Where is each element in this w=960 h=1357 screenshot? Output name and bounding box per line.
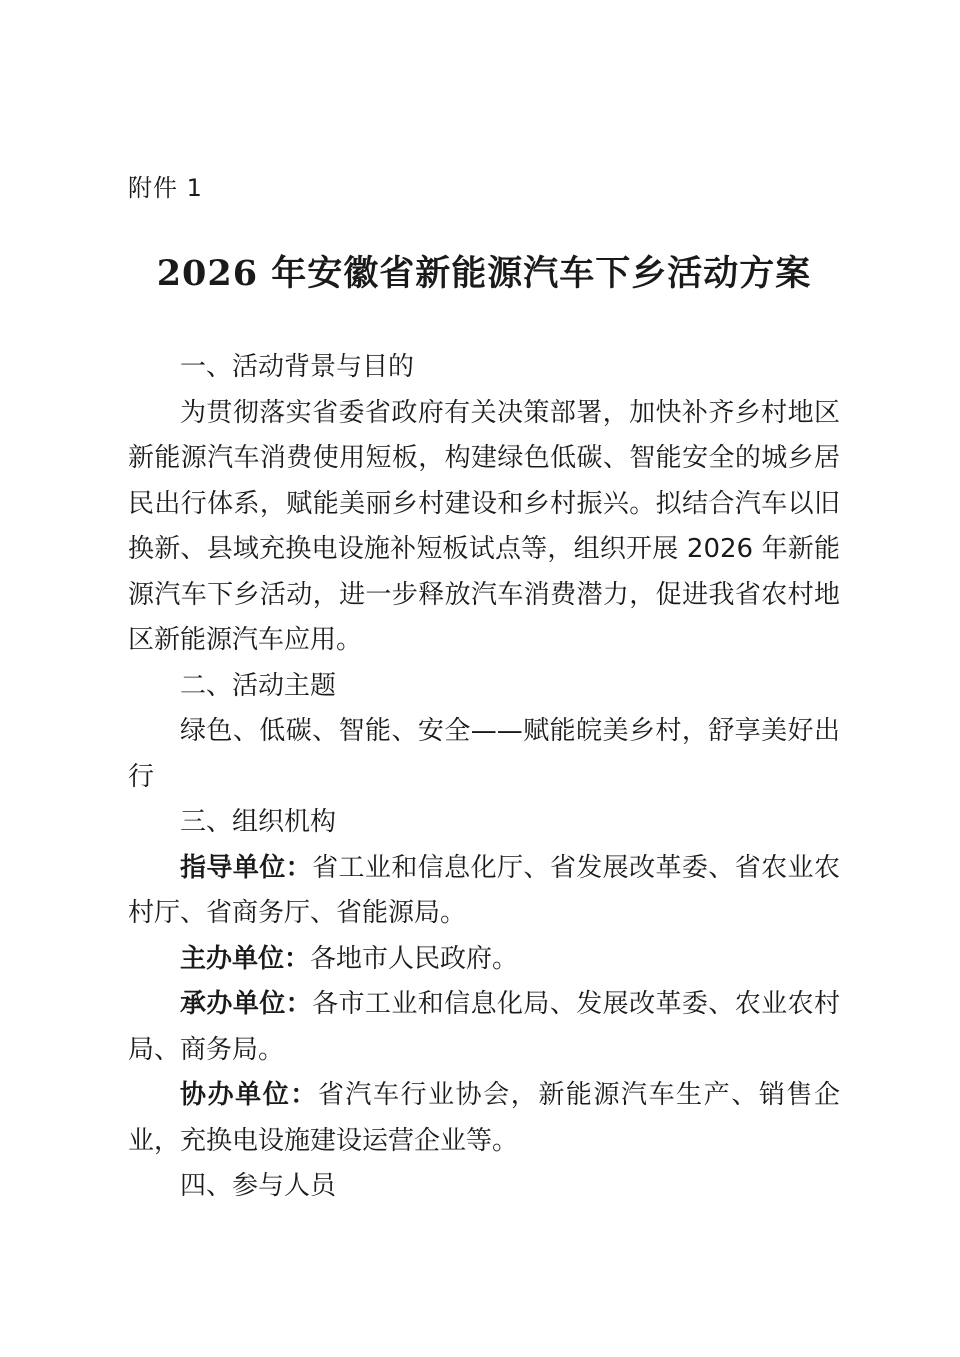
co-organizer-unit-label: 协办单位： (180, 1080, 318, 1110)
guide-unit-text: 省工业和信息化厅、省发展改革委、省农业农村厅、省商务厅、省能源局。 (128, 852, 840, 928)
organizer-unit-label: 承办单位： (180, 989, 313, 1019)
guide-unit-label: 指导单位： (180, 852, 313, 883)
paragraph-guide-unit (128, 846, 840, 937)
paragraph-host-unit (128, 937, 840, 983)
section-heading-organization: 三、组织机构 (180, 807, 337, 837)
section-heading-theme: 二、活动主题 (180, 670, 337, 701)
host-unit-label: 主办单位： (180, 943, 311, 974)
section-heading-participants: 四、参与人员 (180, 1171, 337, 1201)
document-title: 2026 年安徽省新能源汽车下乡活动方案 (156, 253, 812, 294)
organizer-unit-text: 各市工业和信息化局、发展改革委、农业农村局、商务局。 (128, 989, 840, 1065)
paragraph-background: 为贯彻落实省委省政府有关决策部署，加快补齐乡村地区新能源汽车消费使用短板，构建绿色低碳、智能安全的城乡居民出行体系，赋能美丽乡村建设和乡村振兴。拟结合汽车以旧换新、县域充换电设施补短板试点等，组织开展 2026 年新能源汽车下乡活动，进一步释放汽车消费潜力，促进我省农村地区新能源汽车应用。 (128, 397, 840, 655)
co-organizer-unit-text: 省汽车行业协会，新能源汽车生产、销售企业，充换电设施建设运营企业等。 (128, 1080, 840, 1156)
section-heading-background: 一、活动背景与目的 (180, 352, 415, 382)
document-body (128, 345, 840, 1210)
paragraph-co-organizer-unit (128, 1073, 840, 1164)
attachment-label: 附件 1 (128, 174, 203, 202)
paragraph-organizer-unit (128, 982, 840, 1073)
paragraph-theme: 绿色、低碳、智能、安全——赋能皖美乡村，舒享美好出行 (128, 716, 840, 792)
host-unit-text: 各地市人民政府。 (310, 943, 519, 974)
